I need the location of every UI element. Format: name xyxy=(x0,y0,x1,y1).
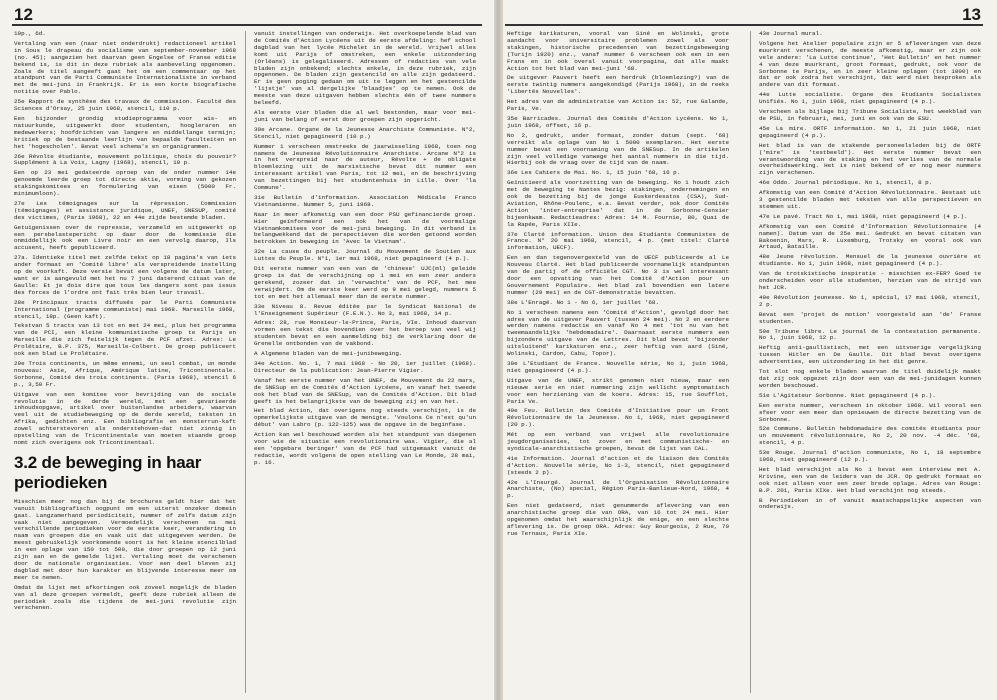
entry-title: 25e Rapport de synthèse des travaux de commission. Faculté des Sciences d'Orsay, 25 juin 1968, stencil, 110 p. xyxy=(14,98,236,113)
entry-title: 28e Principaux tracts diffusés par le Parti Communiste International (programme communiste) mai 1968. Marseille 1968, stencil, 18p. (Geen kaft). xyxy=(14,298,236,320)
paragraph: Omdat de lijst met afkortingen ook zoveel mogelijk de bladen van al deze groepen vermeldt, geeft deze rubriek alleen de periodiek zoals die tijdens de mei-juni revolutie zijn verschenen. xyxy=(14,583,236,612)
left-page xyxy=(0,0,496,700)
paragraph: Het blad verschijnt als No 1 bevat een interview met A. Krivine, een van de leiders van de JCR. Op gedrukt formaat en ook niet alleen voor een zeer brede oplage. Adres van Rouge: B.P. 201, Paris XIXe. Het blad verschijnt nog steeds. xyxy=(759,465,981,494)
entry-title: 48e Jeune révolution. Mensuel de la jeunesse ouvrière et étudiante. No 1, juin 1968, niet gepagineerd (4 p.). xyxy=(759,253,981,268)
right-page xyxy=(501,0,997,700)
subsection-title: A Algemene bladen van de mei-junibeweging. xyxy=(254,350,403,358)
paragraph: Een en dan tegenovergesteld van de UECF publiceerde al Le Nouveau Clarté. Het blad publiceerde voornamelijk standpunten van de partij of de officiële CGT. No 3 is wel interessant door een opvatting van het Comité d'Action pour un Gouvernement Populaire. Het blad zal bovendien een latere nummer (29 mei) en de CGT-demonstratie bevatten. xyxy=(507,254,729,296)
section-heading: 3.2 de beweging in haar periodieken xyxy=(14,452,202,492)
paragraph: Van de trotskistische inspiratie - misschien ex-FER? Goed te onderscheiden voor alle studenten, herzien van de strijd van het JCR. xyxy=(759,270,981,291)
paragraph: Als eerste vier bladen die al wel bestonden, maar voor mei-juni van belang of eerst door groepen zijn opgericht. xyxy=(254,108,476,123)
paragraph: Een op 23 mei gedateerde oproep van de onder nummer 14e genoemde leerde groep tot directe aktie, vorming van gekozen stakingskomitees en formulering van eisen (5000 Fr. minimumloon). xyxy=(14,169,236,198)
entry-title: 36e Les Cahiers de Mai. No. 1, 15 juin '68, 16 p. xyxy=(507,169,681,177)
entry-title: 29e Trois continents, un même ennemi, un seul combat, un monde nouveau: Asie, Afrique, Amérique latine, Tricontinentale. Sorbonne, Comité des trois continents. (Paris 1968), stencil 6 p., 3,50 Fr. xyxy=(14,359,236,388)
page-number-right: 13 xyxy=(962,5,981,24)
paragraph: Action kan wel beschouwd worden als het standpunt van diegenen voor wie de situatie een revolutionaire was. Vigier, die al een 'opgebare beringer' van de PCF had uitgemaakt vanuit de redactie, wordt volgens de open stelling van Le Monde, 28 mai, p. 16. xyxy=(254,431,476,466)
paragraph: Volgens het Atelier populaire zijn er 5 afleveringen van deze muurkrant verschenen, de meeste afkomstig, maar er zijn ook vele andere: 'La Lutte continue', 'Het Bulletin' en het nummer 4 van deze muurkrant, groot formaat, gedrukt, ook voor de Sorbonne te Parijs, en in zeer kleine oplagen (tot 1000) en dat er ook zodra het verschijnt, dat werd niet besproken als andere van dit formaat. xyxy=(759,39,981,89)
header-rule-left xyxy=(12,24,482,26)
entry-title: 40e Feu. Bulletin des Comités d'Initiative pour un Front Révolutionnaire de la Jeunesse. No 1, 1968, niet gepagineerd (20 p.). xyxy=(507,407,729,429)
paragraph: Adres: 28, rue Monsieur-le-Prince, Paris, VIe. Inhoud daarvan vormen een tekst die bovendien over het beroep van veel wij studenten bevat en een aanmelding bij de verklaring door de Grenelle ontbonden van de vakbond. xyxy=(254,319,476,348)
header-rule-right xyxy=(505,24,983,26)
entry-title: 43e Journal mural. xyxy=(759,31,823,37)
paragraph: Vertaling van een (naar niet onderdrukt) redactioneel artikel in Sous le drapeau du socialisme van september-november 1968 (no. 45); aangezien het daarvan geen Engelse of Franse editie bekend is, is dit in deze rubriek als aanbeveling opgenomen. Zoals de titel aangeeft gaat het om een commentaar op het standpunt van de Parti Communiste Internationaliste in verband met de mei-juni in Frankrijk. Er is een korte biografische notitie over Pablo. xyxy=(14,39,236,96)
paragraph: De uitgever Pauvert heeft een herdruk (bloemlezing?) van de eerste twintig nummers aangekondigd (Parijs 1968), in de reeks 'Libertés Nouvelles'. xyxy=(507,74,729,96)
paragraph: Het blad Action, dat overigens nog steeds verschijnt, is de opmerkelijkste uitgave van de menigte. 'Voulons Ce n'est qu'un début' van Labro (p. 122-125) was de opgave in de beginfase. xyxy=(254,407,476,429)
entry-title: 44e Lutte socialiste. Organe des Etudiants Socialistes Unifiés. No 1, juin 1968, niet gepagineerd (4 p.). xyxy=(759,91,981,106)
paragraph: Een eerste nummer, verscheen in oktober 1968. Wil vooral een sfeer voor een meer dan opnieuwen de directe bezetting van de Sorbonne. xyxy=(759,401,981,423)
paragraph: vanuit instellingen van onderwijs. Het overkoepelende blad van de Comités d'Action Lycéens uit de eerste afdeling: hef school dagblad van het lycée Michelet in de wereld. Vrijwel alles komt uit Parijs of omstreken, een enkele uitzondering (Orléans) is gelegaliseerd. Adressen of redacties van vele bladen zijn onbekend; slechts enkele, in deze rubriek, zijn opgenomen. De bladen zijn gestencild en alle zijn gedateerd. Er is geen poging gedaan om uit te leggen en het gestencilde 'lijstje' van al dergelijke 'blaadjes' op te nemen. Ook de meeste van deze uitgaven hebben slechts één of twee nummers beleefd. xyxy=(254,31,476,107)
entry-title: 42e L'Insurgé. Journal de l'Organisation Révolutionnaire Anarchiste, (No) special, Région Paris-Banlieue-Nord, 1968, 4 p. xyxy=(507,478,729,500)
entry-title: 41e Information. Journal d'action et de liaison des Comités d'Action. Nouvelle série, No 1-3, stencil, niet gepagineerd (steeds 2 p). xyxy=(507,454,729,476)
paragraph: Het blad is van de stakende personeelsleden bij de ORTF ('mire' is 'testbeeld'). Het eerste nummer bevat een verantwoording van de staking en het verlies van de normale overheidswerking. Het is niet bekend of er nog meer nummers zijn verschenen. xyxy=(759,141,981,177)
left-column-1 xyxy=(14,31,236,693)
entry-title: 45e La mire. ORTF information. No 1, 21 juin 1968, niet gepagineerd (4 p.). xyxy=(759,124,981,139)
paragraph: Naar in meer afkomstig van een door PSU gefinancierde groep. Hier geïnformeerd een ook het van de voormalige Vietnamkomitees voor de mei-juni beweging. In dit verband is belangwekkend dat de perspectieven die worden getoond worden betrokken in beweging in 'Avec le Vietnam'. xyxy=(254,210,476,246)
paragraph: Misschien meer nog dan bij de brochures geldt hier dat het vanuit bibliografisch oogpunt om een uiterst onzeker domein gaat. Langzamerhand periodiciteit, nummer of zelfs datum zijn vaak niet aangegeven. Vermoedelijk verschenen na mei verschillende periodieken voor de eerste keer, verandering in naam van groepen die en vaak uit dat uitgegeven werden. De meest gebruikelijk voorkomende soort is het kleine stencilblad in een oplage van 150 tot 500, die door groepen op 12 juni zijn aan en de gemelde lijst. Vertaling moet de verschenen door de nationale organisaties. Voor een deel bleven zij dagblad met door hun karakter en blijvende interesse meer om meer te nemen. xyxy=(14,497,236,581)
paragraph: Afkomstig van een Comité d'Action Révolutionnaire. Bestaat uit 3 gestencilde bladen met teksten van alle perspectieven en stemmen uit. xyxy=(759,189,981,210)
entry-title: 37e Clarté information. Union des Etudiants Communistes de France. N° 20 mai 1968, stencil, 4 p. (met titel: Clarté information, UECF). xyxy=(507,230,729,252)
paragraph: Heftige karikaturen, vooral van Siné en Wolinski, grote aandacht voor universitaire problemen zowel als voor stakingen, historische precedenten van bezettingsbeweging (Turijn 1920) enz., vanaf nummer 6 verscheen ook een in een Frans en in ook overal vanuit voorpagina, dat alle maakt Action tot het blad van mei-juni '68. xyxy=(507,31,729,72)
paragraph: Verscheen als bijlage bij Tribune Socialiste, het weekblad van de PSU, in februari, mei, juni en ook van de ESU. xyxy=(759,108,981,122)
entry-title: 50e Tribune libre. Le journal de la contestation permanente. No 1, juin 1968, 12 p. xyxy=(759,327,981,342)
paragraph: Tekstvan 5 tracts van 13 tot en met 24 mei, plus het programma van de PCI, een kleine kommunistische groep te Parijs en Marseille die zich feitelijk tegen de PCF afzet. Adres: Le Prolétaire, B.P. 375, Marseille-Colbert. De groep publiceert ook een blad Le Prolétaire. xyxy=(14,322,236,358)
column-divider xyxy=(245,31,246,693)
paragraph: Uitgave van een komitee voor bevrijding van de sociale revolutie in de derde wereld, met een gevarieerde inhoudsopgave, artikel over buitenlandse arbeiders, waarvan veel uit de studiebeweging op de derde wereld, teksten in Afrika, gedichten enz. Een bibliografie en monsterrun-kaft zowel achterstevoren als onderstehoven-dat niet zinnig in opstelling van de Tricontinentale van moeten staande groep nomt zich overigens ook Tricontinentaal. xyxy=(14,390,236,446)
entry-title: 33e Niveau 8. Revue éditée par le Syndicat National de l'Enseignement Supérieur (F.E.N.). No 3, mai 1968, 14 p. xyxy=(254,302,476,317)
entry-title: 26e Révolte étudiante, mouvement politique, choix du pouvoir? Supplément à La Voix, Lagny (1968), stencil, 10 p. xyxy=(14,152,236,167)
entry-title: 49e Révolution jeunesse. No 1, spécial, 17 mai 1968, stencil, 2 p. xyxy=(759,293,981,308)
entry-title: 34e Action. No. 1, 7 mai 1968 - No 20, 1er juillet (1968). Directeur de la publication: Jean-Pierre Vigier. xyxy=(254,359,476,374)
subsection-title: B Periodieken in of vanuit maatschappelijke aspecten van onderwijs. xyxy=(759,496,981,511)
paragraph: Tot slot nog enkele bladen waarvan de titel duidelijk maakt dat zij ook opgezet zijn door een van de mei-junidagen kunnen worden beschouwd. xyxy=(759,368,981,389)
paragraph: Een niet gedateerd, niet genummerde aflevering van een anarchistische groep die van ORA, van 16 tot 24 mei. Hier opgenomen omdat het waarschijnlijk de enige, en een slechte aflevering is. De groep ORA. Adres: Guy Bourgeois, 2 Rue, 70 rue Ternaux, Paris XIe. xyxy=(507,502,729,537)
entry-title: 38e L'Enragé. No 1 - No 6, 1er juillet '68. xyxy=(507,298,660,306)
paragraph: 27a. Identieke titel met zelfde tekst op 18 pagina's van iets ander formaat en 'Comité libre' als verspreidende instelling op de voorkaft. Deze versie bevat een volgens de datum later, want er is aangevuld met het nu 7 juni daterend citaat van de Gaulle: Et je dois dire que tous les dangers sont pas issus des forces de l'ordre ont fait très bien leur travail. xyxy=(14,254,236,296)
entry-title: 46e Oddo. Journal périodique. No 1, stencil, 8 p. xyxy=(759,179,933,187)
paragraph: No 1 verscheen namens een 'Comité d'Action', gevolgd door het adres van de uitgever Pauvert (tussen 24 mei). No 2 en eerdere werden namens redactie en vanaf No 4 met 'tot nu van het tweemaandelijks 'hebdomadaire'. Daarnaast eerste nummers een bijzondere uitgave van de Lettres. Dit blad bevat 'bijzonder uitsluitend' karikaturen enz., zeer heftig van aard (Siné, Wolinski, Cardon, Cabu, Topor). xyxy=(507,308,729,358)
right-column-1 xyxy=(507,31,729,693)
paragraph: Een bijzonder grondig studieprogramma voor wis- en natuurkunde, uitgewerkt door studenten, hoogleraren en medewerkers; hoofdrichten van langere en middellange termijn; kritiek op de bestaande leerlijn van bepaalde faculteiten en het 'hogescholen'. Bevat veel schema's en organigrammen. xyxy=(14,114,236,150)
paragraph: Geïnitieerd als voortzetting van de beweging. No 1 houdt zich met de beweging te Nantes bezig: stakingen, ondernemingen en ook de bezetting bij de jonge Euskerdesatos (CSA), Sud-Aviation, Rhône-Poulenc, e.a. Bevat verder, ook door Comités Action 'inter-entreprise' dat in de Sorbonne-Censier bijeenkwam. Redactieadres: Adres: 14 M. Fournie, 80, Quai de la Rapée, Paris XIIe. xyxy=(507,179,729,228)
page-number-left: 12 xyxy=(14,5,33,24)
paragraph: Uitgave van de UNEF, strikt genomen niet nieuw, maar een nieuwe serie en niet nummering zijn wellicht symptomatisch voor een herziening van de koers. Adres: 15, rue Soufflot, Paris Ve. xyxy=(507,376,729,405)
entry-title: 52e Commune. Bulletin hebdomadaire des comités étudiants pour un mouvement révolutionnaire, No 2, 20 nov. -4 déc. '68, stencil, 4 p. xyxy=(759,425,981,447)
paragraph: Mét op een verband van vrijwel alle revolutionaire jeugdorganisaties, tot zover en met communistische- en syndicale-anarchistische groepen, bevat de lijst van CAL. xyxy=(507,431,729,452)
entry-title: 53e Rouge. Journal d'action communiste, No 1, 18 septembre 1968, niet gepagineerd (12 p.). xyxy=(759,449,981,464)
entry-title: 31e Bulletin d'information. Association Médicale Franco Vietnamienne. Nummer 5, juni 1968. xyxy=(254,193,476,208)
paragraph: Heftig anti-gaullistisch, met een uitvoerige vergelijking tussen Hitler en De Gaulle. Dit blad bevat overigens advertenties, een uitzondering in het dit genre. xyxy=(759,344,981,366)
column-divider xyxy=(750,31,751,693)
paragraph: Dit eerste nummer van een van de 'chinese' UJC(ml) geleide groep is dat de verschijning op 1 mei en een zeer anders gerekend, zozeer dat in 'verwachte' van de PCF, het mee verwijdert. Om de eerste keer werd op 9 mei gelegd, nummers 5 tot en met het allemaal meer dan de eerste nummer. xyxy=(254,265,476,300)
entry-title: 39e L'Etudiant de France. Nouvelle série, No 1, juin 1968, niet gepagineerd (4 p.). xyxy=(507,359,729,374)
entry-title: 51e L'Agitateur Sorbonne. Niet gepagineerd (4 p.). xyxy=(759,391,936,399)
left-column-2 xyxy=(254,31,476,693)
paragraph: Bevat een 'projet de motion' voorgesteld aan 'de' Franse studenten. xyxy=(759,310,981,325)
paragraph: Vanaf het eerste nummer van het UNEF, de Mouvement du 22 mars, de SNESup en de Comités d'Action Lycéens, en vanaf het tweede ook het blad van de SNESup, van de Comités d'Action. Dit blad geeft is het belangrijkste van de beweging zij en van het. xyxy=(254,376,476,405)
entry-title: 27e Les témoignages sur la répression. Commission (témoignages) et assistance juridique, UNEF, SNESUP, comité des victimes, (Paris 1968), 22 en 44e zijde bestemde bladen. xyxy=(14,199,236,221)
paragraph: Afkomstig van een Comité d'Information Révolutionnaire (4 namen). Datum van de 25e mei. Gedrukt en bevat citaten van Bakoenin, Marx, R. Luxemburg, Trotsky en vooral ook van Artaud, Bataille. xyxy=(759,222,981,251)
entry-title: 35e Barricades. Journal des Comités d'Action Lycéens. No 1, juin 1968, offset, 16 p. xyxy=(507,114,729,129)
paragraph: 10p., 6d. xyxy=(14,31,46,37)
paragraph: No 2, gedrukt, ander formaat, zonder datum (sept. '68) verreikt als oplage van No 1 5000 exemplaren. Het eerste nummer bevat een voornaming van de SNESup. In de artikelen zijn veel volledige vanwege het aantal nummers in die tijd. Hierbij ook de vraag over de tijd van de naam. xyxy=(507,131,729,167)
paragraph: Getuigenissen over de repressie, verzameld en uitgewerkt op een persbelastepericht op daar door de kommissie die onmiddellijk ook een Livre noir en een vervolg daarop, Ils accusent, heeft gepubliceerd. xyxy=(14,223,236,252)
entry-title: 30e Arcane. Organe de la Jeunesse Anarchiste Communiste. N°2, Stencil, niet gepagineerd (10 p.) xyxy=(254,125,476,140)
paragraph: Het adres van de administratie van Action is: 52, rue Galande, Paris, Ve. xyxy=(507,98,729,113)
entry-title: 32e La cause du peuple. Journal du Mouvement de Soutien aux Luttes du Peuple. N°1, 1er mai 1968, niet gepagineerd (4 p.). xyxy=(254,248,476,263)
paragraph: Nummer 1 verscheen omstreeks de jaarwisseling 1968, toen nog namens de Jeunesse Révolutionnaire Anarchiste. Arcane N°2 is in het verspreid naar de auteur, Révolte + de obligate bloemlezing uit de marxistische bevat dit nummer een interessant artikel van Paris, tot 12 mei, en de beschrijving van bezettingen bij het studentenhuis in Lille. Over 'la Commune'. xyxy=(254,142,476,192)
entry-title: 47e Le pavé. Tract No 1, mai 1968, niet gepagineerd (4 p.). xyxy=(759,212,968,220)
right-column-2 xyxy=(759,31,981,693)
